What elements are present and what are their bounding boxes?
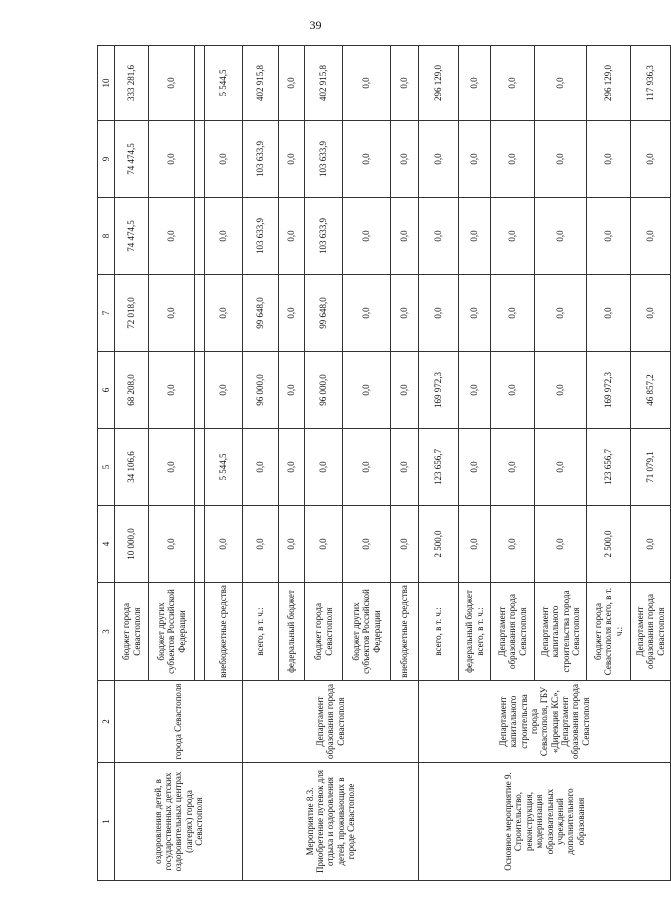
table-row [115, 46, 149, 881]
amount-cell: 0,0 [279, 46, 305, 121]
executor-cell: города Севастополя [115, 681, 243, 763]
amount-cell: 68 208,0 [115, 352, 149, 429]
amount-cell: 0,0 [491, 275, 535, 352]
table-row [419, 46, 459, 881]
budget-table [97, 45, 671, 881]
amount-cell: 99 648,0 [305, 275, 343, 352]
amount-cell: 74 474,5 [115, 121, 149, 198]
amount-cell: 0,0 [149, 198, 195, 275]
amount-cell: 0,0 [343, 46, 391, 121]
funding-source-cell: бюджет города Севастополя [305, 583, 343, 681]
funding-source-cell [195, 583, 205, 681]
column-header: 9 [98, 121, 115, 198]
amount-cell: 0,0 [491, 121, 535, 198]
amount-cell: 0,0 [149, 352, 195, 429]
amount-cell: 96 000,0 [305, 352, 343, 429]
amount-cell: 402 915,8 [243, 46, 279, 121]
amount-cell: 0,0 [459, 121, 491, 198]
funding-source-cell: внебюджетные средства [205, 583, 243, 681]
amount-cell: 0,0 [391, 121, 419, 198]
amount-cell: 99 648,0 [243, 275, 279, 352]
page-number: 39 [309, 18, 322, 32]
activity-name-cell: оздоровления детей, в государственных детских оздоровительных центрах (лагерях) города Севастополя [115, 763, 243, 881]
amount-cell: 0,0 [391, 506, 419, 583]
amount-cell: 333 281,6 [115, 46, 149, 121]
column-header: 8 [98, 198, 115, 275]
amount-cell: 72 018,0 [115, 275, 149, 352]
amount-cell: 34 106,6 [115, 429, 149, 506]
activity-name-cell: Мероприятие 8.3. Приобретение путевок для отдыха и оздоровления детей, проживающих в городе Севастополе [243, 763, 419, 881]
funding-source-cell: внебюджетные средства [391, 583, 419, 681]
table-body [115, 46, 671, 881]
amount-cell: 0,0 [631, 506, 671, 583]
amount-cell: 0,0 [279, 352, 305, 429]
amount-cell: 0,0 [631, 275, 671, 352]
amount-cell: 0,0 [491, 46, 535, 121]
amount-cell: 2 500,0 [587, 506, 631, 583]
column-header: 2 [98, 681, 115, 763]
amount-cell [195, 506, 205, 583]
amount-cell: 0,0 [459, 198, 491, 275]
column-number-row [98, 46, 115, 881]
amount-cell: 0,0 [631, 198, 671, 275]
amount-cell: 0,0 [419, 275, 459, 352]
funding-source-cell: федеральный бюджет [279, 583, 305, 681]
amount-cell: 0,0 [491, 352, 535, 429]
funding-source-cell: бюджет других субъектов Российской Федерации [343, 583, 391, 681]
amount-cell: 0,0 [535, 352, 587, 429]
amount-cell: 0,0 [631, 121, 671, 198]
amount-cell [195, 352, 205, 429]
amount-cell: 0,0 [391, 275, 419, 352]
amount-cell: 103 633,9 [243, 121, 279, 198]
amount-cell: 0,0 [343, 121, 391, 198]
amount-cell: 0,0 [149, 46, 195, 121]
amount-cell: 0,0 [459, 46, 491, 121]
amount-cell: 0,0 [279, 429, 305, 506]
amount-cell: 169 972,3 [587, 352, 631, 429]
amount-cell: 0,0 [535, 121, 587, 198]
amount-cell: 0,0 [491, 506, 535, 583]
amount-cell: 0,0 [391, 198, 419, 275]
funding-source-cell: федеральный бюджет всего, в т. ч.: [459, 583, 491, 681]
amount-cell: 96 000,0 [243, 352, 279, 429]
funding-source-cell: бюджет города Севастополя всего, в т. ч.: [587, 583, 631, 681]
amount-cell: 169 972,3 [419, 352, 459, 429]
column-header: 6 [98, 352, 115, 429]
amount-cell: 296 129,0 [419, 46, 459, 121]
amount-cell: 0,0 [535, 429, 587, 506]
amount-cell [195, 46, 205, 121]
amount-cell: 74 474,5 [115, 198, 149, 275]
amount-cell [195, 121, 205, 198]
amount-cell: 0,0 [343, 352, 391, 429]
amount-cell: 0,0 [491, 429, 535, 506]
amount-cell: 0,0 [205, 198, 243, 275]
amount-cell: 0,0 [279, 121, 305, 198]
amount-cell: 103 633,9 [305, 198, 343, 275]
amount-cell: 0,0 [459, 506, 491, 583]
amount-cell: 0,0 [149, 121, 195, 198]
amount-cell: 0,0 [587, 198, 631, 275]
funding-source-cell: всего, в т. ч.: [419, 583, 459, 681]
amount-cell: 296 129,0 [587, 46, 631, 121]
funding-source-cell: бюджет других субъектов Российской Федерации [149, 583, 195, 681]
amount-cell: 0,0 [535, 275, 587, 352]
amount-cell: 0,0 [535, 506, 587, 583]
amount-cell: 0,0 [305, 506, 343, 583]
amount-cell: 0,0 [535, 46, 587, 121]
amount-cell: 0,0 [419, 121, 459, 198]
amount-cell: 0,0 [243, 506, 279, 583]
amount-cell: 117 936,3 [631, 46, 671, 121]
amount-cell: 0,0 [343, 429, 391, 506]
amount-cell: 0,0 [391, 352, 419, 429]
activity-name-cell: Основное мероприятие 9. Строительство, реконструкция, модернизация образовательных учреждений дополнительного образования [419, 763, 671, 881]
amount-cell: 0,0 [391, 46, 419, 121]
amount-cell: 0,0 [279, 198, 305, 275]
amount-cell: 2 500,0 [419, 506, 459, 583]
column-header: 4 [98, 506, 115, 583]
amount-cell: 0,0 [459, 275, 491, 352]
amount-cell: 0,0 [243, 429, 279, 506]
amount-cell: 0,0 [419, 198, 459, 275]
amount-cell: 123 656,7 [587, 429, 631, 506]
amount-cell: 0,0 [279, 506, 305, 583]
amount-cell: 0,0 [149, 429, 195, 506]
column-header: 10 [98, 46, 115, 121]
amount-cell: 103 633,9 [305, 121, 343, 198]
funding-source-cell: Департамент образования города Севастополя [491, 583, 535, 681]
amount-cell: 0,0 [149, 275, 195, 352]
amount-cell: 0,0 [205, 506, 243, 583]
executor-cell: Департамент капитального строительства города Севастополя, ГБУ «Дирекция КС», Департамент образования города Севастополя [419, 681, 671, 763]
funding-source-cell: Департамент капитального строительства города Севастополя [535, 583, 587, 681]
amount-cell: 0,0 [587, 121, 631, 198]
amount-cell: 0,0 [305, 429, 343, 506]
amount-cell: 0,0 [343, 506, 391, 583]
amount-cell: 0,0 [391, 429, 419, 506]
executor-cell: Департамент образования города Севастополя [243, 681, 419, 763]
amount-cell [195, 429, 205, 506]
amount-cell: 0,0 [205, 275, 243, 352]
amount-cell: 0,0 [459, 429, 491, 506]
amount-cell: 5 544,5 [205, 429, 243, 506]
column-header: 5 [98, 429, 115, 506]
amount-cell: 0,0 [587, 275, 631, 352]
amount-cell: 0,0 [535, 198, 587, 275]
column-header: 3 [98, 583, 115, 681]
amount-cell: 103 633,9 [243, 198, 279, 275]
amount-cell: 0,0 [279, 275, 305, 352]
budget-table-sheet [97, 46, 666, 881]
amount-cell: 0,0 [343, 275, 391, 352]
column-header: 7 [98, 275, 115, 352]
amount-cell: 0,0 [149, 506, 195, 583]
funding-source-cell: Департамент образования города Севастополя [631, 583, 671, 681]
amount-cell: 0,0 [491, 198, 535, 275]
amount-cell: 123 656,7 [419, 429, 459, 506]
funding-source-cell: бюджет города Севастополя [115, 583, 149, 681]
amount-cell: 402 915,8 [305, 46, 343, 121]
amount-cell [195, 198, 205, 275]
amount-cell: 0,0 [205, 352, 243, 429]
amount-cell: 0,0 [343, 198, 391, 275]
amount-cell: 5 544,5 [205, 46, 243, 121]
funding-source-cell: всего, в т. ч.: [243, 583, 279, 681]
column-header: 1 [98, 763, 115, 881]
amount-cell: 10 000,0 [115, 506, 149, 583]
amount-cell: 71 079,1 [631, 429, 671, 506]
amount-cell [195, 275, 205, 352]
amount-cell: 0,0 [205, 121, 243, 198]
table-row [243, 46, 279, 881]
amount-cell: 46 857,2 [631, 352, 671, 429]
amount-cell: 0,0 [459, 352, 491, 429]
